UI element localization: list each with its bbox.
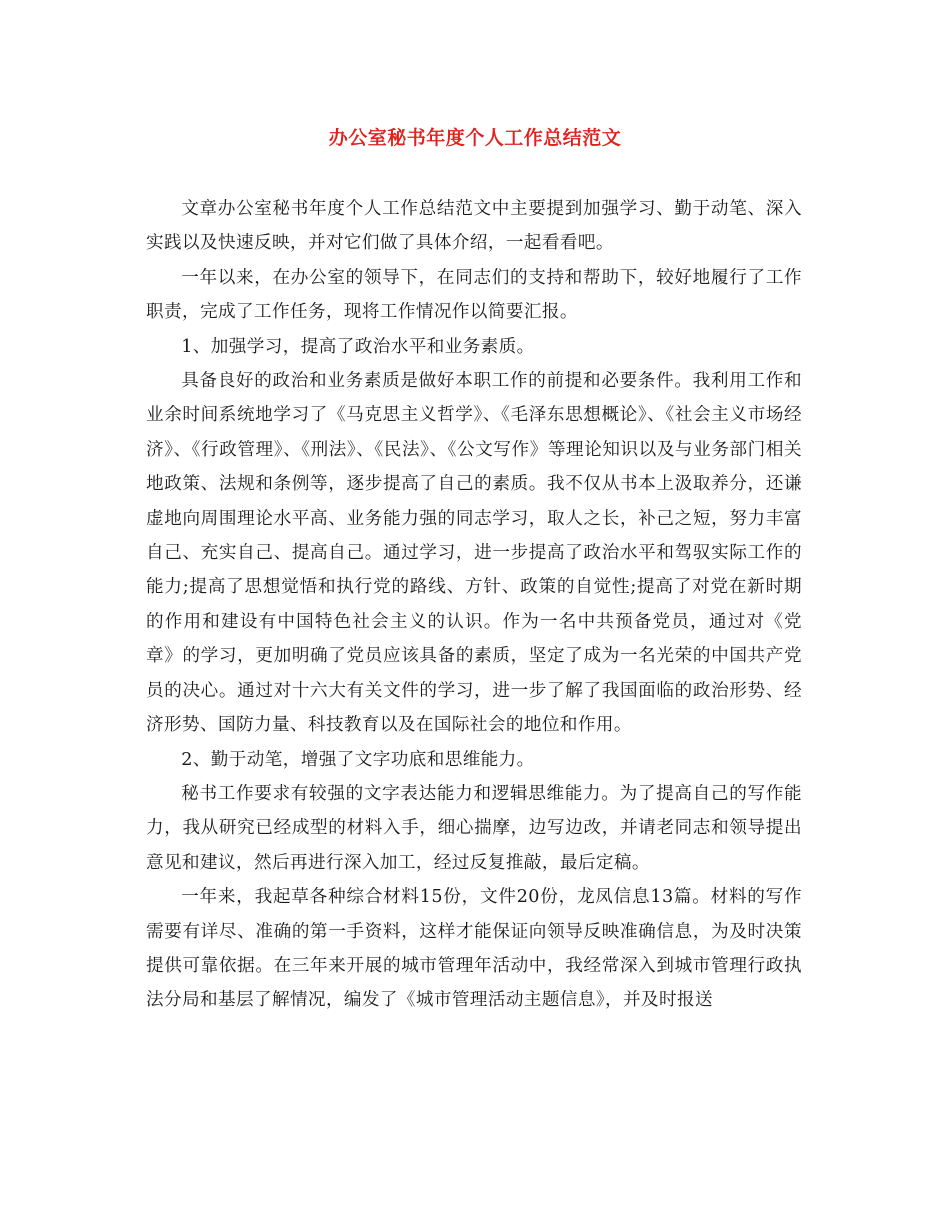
paragraph-writing: 秘书工作要求有较强的文字表达能力和逻辑思维能力。为了提高自己的写作能力，我从研究已经成型的材料入手，细心揣摩，边写边改，并请老同志和领导提出意见和建议，然后再进行深入加工，经过反复推敲，最后定稿。 — [146, 783, 802, 873]
document-title: 办公室秘书年度个人工作总结范文 — [328, 127, 622, 149]
paragraph-overview: 一年以来，在办公室的领导下，在同志们的支持和帮助下，较好地履行了工作职责，完成了工作任务，现将工作情况作以简要汇报。 — [146, 267, 802, 323]
paragraph-intro: 文章办公室秘书年度个人工作总结范文中主要提到加强学习、勤于动笔、深入实践以及快速反映，并对它们做了具体介绍，一起看看吧。 — [146, 199, 802, 254]
section-heading-writing: 2、勤于动笔，增强了文字功底和思维能力。 — [181, 749, 535, 770]
section-heading-study: 1、加强学习，提高了政治水平和业务素质。 — [181, 336, 535, 357]
document-body — [146, 192, 802, 1018]
paragraph-study: 具备良好的政治和业务素质是做好本职工作的前提和必要条件。我利用工作和业余时间系统地学习了《马克思主义哲学》、《毛泽东思想概论》、《社会主义市场经济》、《行政管理》、《刑法》、《民法》、《公文写作》等理论知识以及与业务部门相关地政策、法规和条例等，逐步提高了自己的素质。我不仅从书本上汲取养分，还谦虚地向周围理论水平高、业务能力强的同志学习，取人之长，补己之短，努力丰富自己、充实自己、提高自己。通过学习，进一步提高了政治水平和驾驭实际工作的能力;提高了思想觉悟和执行党的路线、方针、政策的自觉性;提高了对党在新时期的作用和建设有中国特色社会主义的认识。作为一名中共预备党员，通过对《党章》的学习，更加明确了党员应该具备的素质，坚定了成为一名光荣的中国共产党员的决心。通过对十六大有关文件的学习，进一步了解了我国面临的政治形势、经济形势、国防力量、科技教育以及在国际社会的地位和作用。 — [146, 371, 802, 736]
paragraph-materials: 一年来，我起草各种综合材料15份，文件20份，龙凤信息13篇。材料的写作需要有详尽、准确的第一手资料，这样才能保证向领导反映准确信息，为及时决策提供可靠依据。在三年来开展的城市管理年活动中，我经常深入到城市管理行政执法分局和基层了解情况，编发了《城市管理活动主题信息》，并及时报送 — [146, 887, 802, 1011]
